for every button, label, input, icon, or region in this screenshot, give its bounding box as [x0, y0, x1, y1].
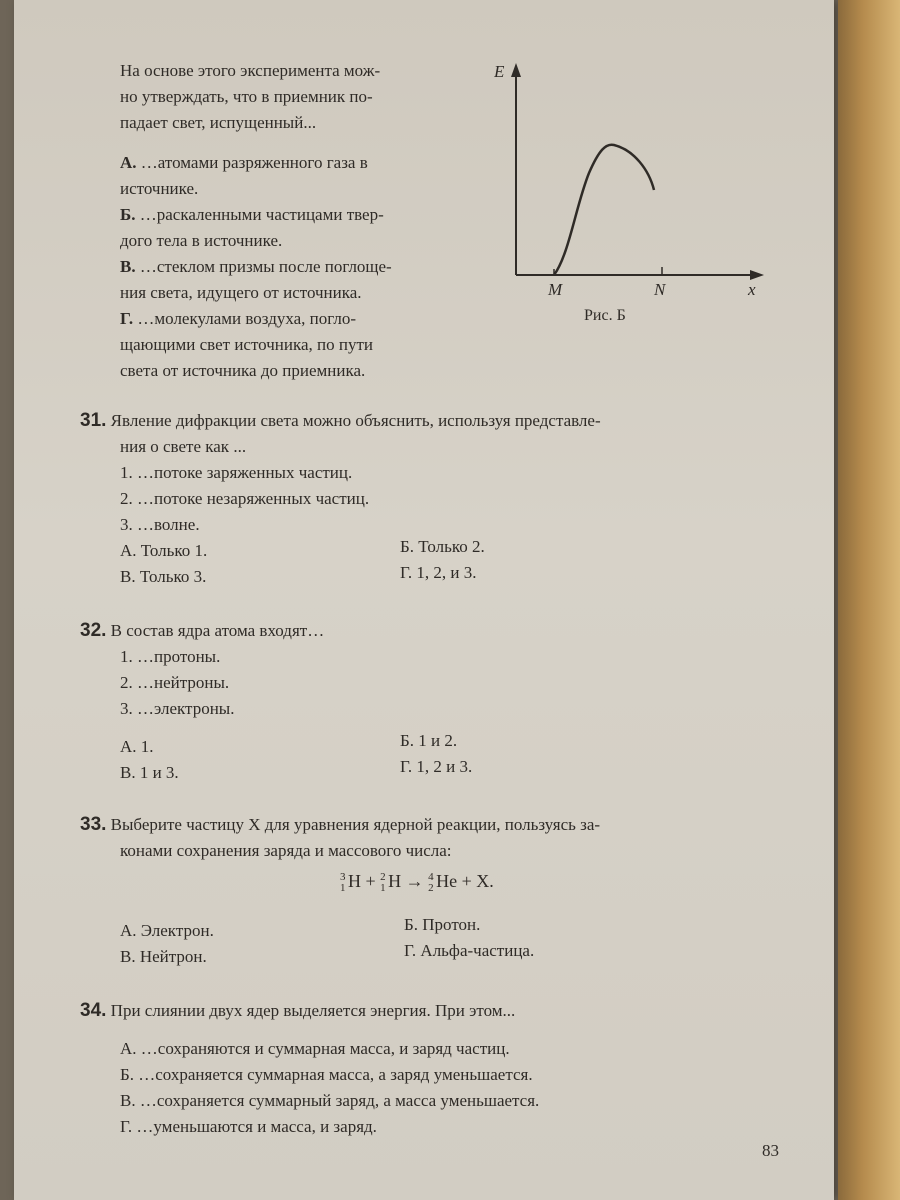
q32-item-3: 3. …электроны.	[120, 699, 235, 718]
table-edge	[838, 0, 900, 1200]
q32-answer-a: А. 1.	[120, 737, 154, 756]
q31-line-1	[80, 408, 601, 434]
option-letter: А.	[120, 153, 137, 172]
intro-option-g-line-2: щающими свет источника, по пути	[120, 335, 373, 354]
q33-answer-g: Г. Альфа-частица.	[404, 941, 535, 960]
energy-curve	[554, 145, 654, 275]
question-number: 33.	[80, 814, 107, 835]
option-text: …стеклом призмы после поглоще-	[139, 257, 392, 276]
page-number: 83	[762, 1141, 779, 1160]
nuclide-symbol-1: H +	[348, 871, 381, 891]
question-text: При слиянии двух ядер выделяется энергия. При этом...	[110, 1001, 516, 1020]
q31-item-2: 2. …потоке незаряженных частиц.	[120, 489, 370, 508]
x-axis-label: x	[748, 280, 756, 299]
q34-line-1	[80, 998, 515, 1024]
intro-option-g-line-3: света от источника до приемника.	[120, 361, 366, 380]
nuclide-index-2: 2 1	[380, 870, 386, 894]
option-letter: Б.	[120, 205, 136, 224]
intro-option-a-line-2: источнике.	[120, 179, 199, 198]
q31-item-1: 1. …потоке заряженных частиц.	[120, 463, 353, 482]
figure-caption: Рис. Б	[584, 307, 626, 324]
question-number: 31.	[80, 410, 107, 431]
q34-answer-v: В. …сохраняется суммарный заряд, а масса уменьшается.	[120, 1091, 540, 1110]
q31-item-3: 3. …волне.	[120, 515, 200, 534]
nuclide-index-3: 4 2	[428, 870, 434, 894]
q32-answer-v: В. 1 и 3.	[120, 763, 179, 782]
q33-answer-v: В. Нейтрон.	[120, 947, 207, 966]
y-axis-arrow	[511, 63, 521, 77]
question-text: Явление дифракции света можно объяснить, используя представле-	[110, 411, 601, 430]
intro-line-3: падает свет, испущенный...	[120, 113, 317, 132]
x-axis-arrow	[750, 270, 764, 280]
q31-answer-a: А. Только 1.	[120, 541, 208, 560]
intro-option-b-line-2: дого тела в источнике.	[120, 231, 283, 250]
figure-graph	[494, 55, 784, 335]
q33-answer-a: А. Электрон.	[120, 921, 214, 940]
book-page	[14, 0, 834, 1200]
question-number: 32.	[80, 620, 107, 641]
q33-line-2: конами сохранения заряда и массового числа:	[120, 841, 452, 860]
q34-answer-b: Б. …сохраняется суммарная масса, а заряд уменьшается.	[120, 1065, 533, 1084]
nuclide-index-1: 3 1	[340, 870, 346, 894]
intro-option-a	[120, 150, 368, 176]
q32-line-1	[80, 618, 324, 644]
nuclear-equation	[340, 868, 494, 894]
q33-line-1	[80, 812, 600, 838]
question-text: Выберите частицу X для уравнения ядерной реакции, пользуясь за-	[110, 815, 601, 834]
q32-answer-b: Б. 1 и 2.	[400, 731, 458, 750]
n-label: N	[654, 280, 666, 299]
question-text: В состав ядра атома входят…	[110, 621, 325, 640]
intro-option-v	[120, 254, 392, 280]
option-text: …атомами разряженного газа в	[140, 153, 368, 172]
nuclide-symbol-2: H →	[388, 871, 429, 891]
m-label: M	[548, 280, 563, 299]
option-letter: Г.	[120, 309, 134, 328]
q31-answer-g: Г. 1, 2, и 3.	[400, 563, 477, 582]
q32-item-1: 1. …протоны.	[120, 647, 221, 666]
option-letter: В.	[120, 257, 136, 276]
q34-answer-g: Г. …уменьшаются и масса, и заряд.	[120, 1117, 377, 1136]
intro-line-1: На основе этого эксперимента мож-	[120, 61, 381, 80]
q31-answer-b: Б. Только 2.	[400, 537, 485, 556]
q34-answer-a: А. …сохраняются и суммарная масса, и заряд частиц.	[120, 1039, 510, 1058]
y-axis-label: E	[494, 62, 505, 81]
q31-line-2: ния о свете как ...	[120, 437, 247, 456]
q33-answer-b: Б. Протон.	[404, 915, 481, 934]
intro-line-2: но утверждать, что в приемник по-	[120, 87, 373, 106]
intro-option-g	[120, 306, 356, 332]
intro-option-v-line-2: ния света, идущего от источника.	[120, 283, 362, 302]
q32-item-2: 2. …нейтроны.	[120, 673, 230, 692]
question-number: 34.	[80, 1000, 107, 1021]
option-text: …молекулами воздуха, погло-	[137, 309, 357, 328]
q32-answer-g: Г. 1, 2 и 3.	[400, 757, 473, 776]
nuclide-symbol-3: He + X.	[436, 871, 494, 891]
intro-option-b	[120, 202, 384, 228]
q31-answer-v: В. Только 3.	[120, 567, 207, 586]
option-text: …раскаленными частицами твер-	[139, 205, 384, 224]
